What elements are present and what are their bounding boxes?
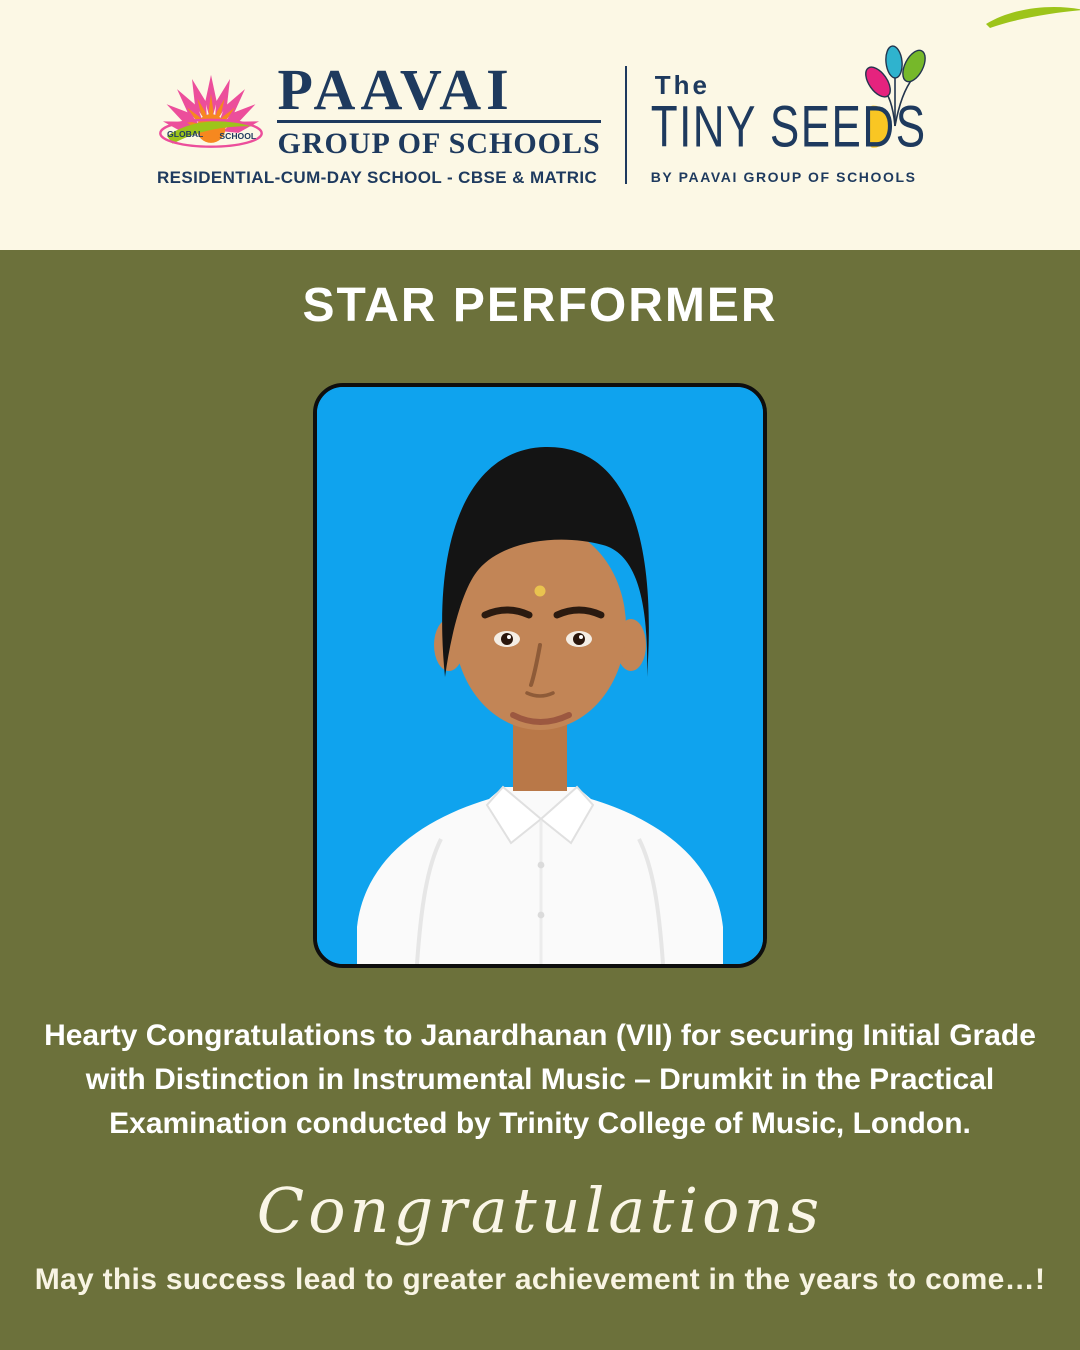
student-portrait-illustration xyxy=(317,387,763,964)
tiny-seeds-letter-d: D xyxy=(862,94,896,160)
paavai-subtitle: GROUP OF SCHOOLS xyxy=(277,127,601,160)
student-photo xyxy=(313,383,767,968)
paavai-emblem-icon xyxy=(153,73,269,161)
tiny-seeds-the: The xyxy=(654,69,710,100)
paavai-logo xyxy=(153,57,601,188)
tiny-seeds-part1: TINY SEE xyxy=(650,94,863,160)
congratulations-script: Congratulations xyxy=(256,1174,824,1247)
emblem-global-label: GLOBAL xyxy=(167,129,204,140)
tiny-seeds-wordmark xyxy=(651,95,927,161)
tiny-seeds-logo xyxy=(651,66,927,185)
logo-divider xyxy=(625,66,627,184)
tiny-seeds-byline: BY PAAVAI GROUP OF SCHOOLS xyxy=(650,168,917,185)
message-line-3: Examination conducted by Trinity College of Music, London. xyxy=(109,1107,971,1140)
paavai-wordmark: PAAVAI xyxy=(277,62,600,123)
message-line-2: with Distinction in Instrumental Music – Drumkit in the Practical xyxy=(85,1063,995,1096)
emblem-school-label: SCHOOL xyxy=(219,131,257,141)
closing-wish: May this success lead to greater achievement in the years to come…! xyxy=(34,1263,1046,1296)
tiny-seeds-letter-s: S xyxy=(895,94,927,160)
paavai-tagline: RESIDENTIAL-CUM-DAY SCHOOL - CBSE & MATRIC xyxy=(156,168,598,187)
message-line-1: Hearty Congratulations to Janardhanan (VII) for securing Initial Grade xyxy=(44,1019,1036,1052)
congratulations-message xyxy=(0,1014,1080,1146)
page-title: STAR PERFORMER xyxy=(302,279,778,332)
paavai-swoosh-icon xyxy=(984,2,1080,30)
header xyxy=(0,0,1080,250)
main-content xyxy=(0,278,1080,1297)
